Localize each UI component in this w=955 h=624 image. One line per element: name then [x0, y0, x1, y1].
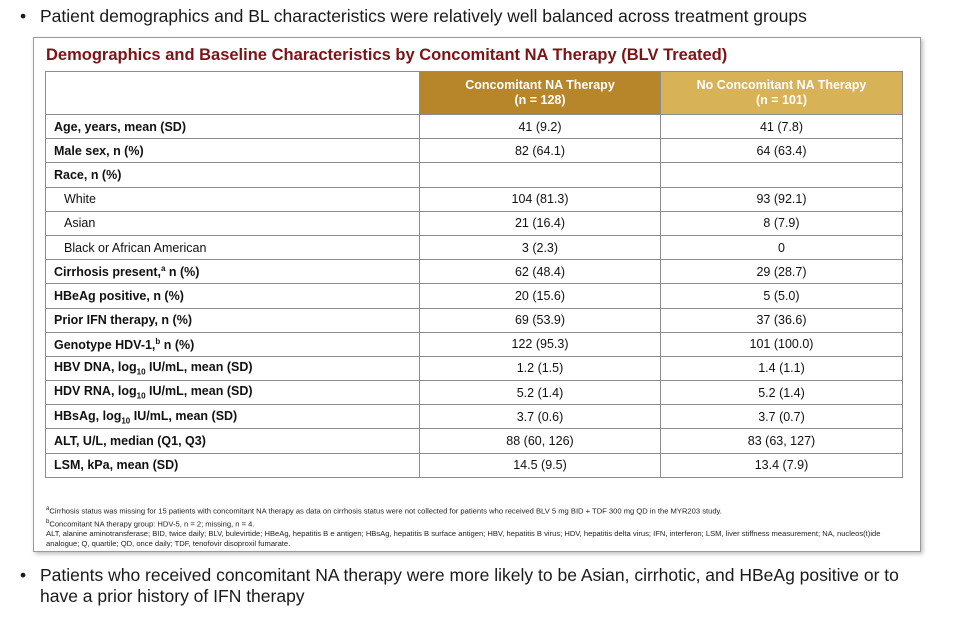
row-label-main: HDV RNA, log — [54, 384, 137, 399]
row-label-tail: IU/mL, mean (SD) — [145, 384, 253, 399]
cell-no-concomitant: 5.2 (1.4) — [661, 381, 903, 405]
footnote-a — [46, 504, 908, 517]
footnote-abbreviations: ALT, alanine aminotransferase; BID, twice daily; BLV, bulevirtide; HBeAg, hepatitis B e antigen; HBsAg, hepatitis B surface antigen; HBV, hepatitis B virus; HDV, hepatitis delta virus; IFN, interferon; LSM, liver stiffness measurement; NA, nucleos(t)ide analogue; Q, quartile; QD, once daily; TDF, tenofovir disoproxil fumarate. — [46, 529, 881, 549]
table-row — [46, 453, 903, 477]
row-label-tail: IU/mL, mean (SD) — [145, 360, 253, 375]
table-row — [46, 284, 903, 308]
row-label: White — [46, 187, 420, 211]
footnote-ref: b — [155, 336, 161, 346]
footnote-b-text: Concomitant NA therapy group: HDV-5, n = 2; missing, n = 4. — [49, 519, 255, 529]
footnote-b — [46, 517, 908, 530]
header-concomitant-na — [420, 72, 661, 115]
row-label: HBeAg positive, n (%) — [46, 284, 420, 308]
header-concomitant-na-name: Concomitant NA Therapy — [465, 78, 615, 92]
log-subscript: 10 — [136, 367, 146, 377]
row-label — [46, 356, 420, 380]
cell-concomitant: 104 (81.3) — [420, 187, 661, 211]
cell-no-concomitant: 3.7 (0.7) — [661, 405, 903, 429]
cell-concomitant: 3.7 (0.6) — [420, 405, 661, 429]
table-row — [46, 405, 903, 429]
table-row — [46, 163, 903, 187]
footnote-marker: a — [46, 506, 50, 512]
cell-concomitant — [420, 163, 661, 187]
table-row — [46, 356, 903, 380]
footnote-ref: a — [160, 264, 166, 274]
cell-concomitant: 14.5 (9.5) — [420, 453, 661, 477]
footnotes — [46, 504, 908, 549]
row-label: Prior IFN therapy, n (%) — [46, 308, 420, 332]
cell-no-concomitant: 101 (100.0) — [661, 332, 903, 356]
cell-no-concomitant: 37 (36.6) — [661, 308, 903, 332]
table-row — [46, 235, 903, 259]
cell-concomitant: 122 (95.3) — [420, 332, 661, 356]
table-title: Demographics and Baseline Characteristics by Concomitant NA Therapy (BLV Treated) — [46, 46, 728, 64]
cell-no-concomitant: 13.4 (7.9) — [661, 453, 903, 477]
bullet-bottom-text: Patients who received concomitant NA therapy were more likely to be Asian, cirrhotic, and HBeAg positive or to have a prior history of IFN therapy — [40, 565, 899, 606]
row-label: Asian — [46, 211, 420, 235]
cell-no-concomitant: 8 (7.9) — [661, 211, 903, 235]
bullet-marker: • — [20, 6, 27, 26]
table-row — [46, 260, 903, 284]
cell-concomitant: 62 (48.4) — [420, 260, 661, 284]
bullet-bottom — [20, 565, 920, 607]
row-label: ALT, U/L, median (Q1, Q3) — [46, 429, 420, 453]
cell-concomitant: 5.2 (1.4) — [420, 381, 661, 405]
bullet-top-text: Patient demographics and BL characteristics were relatively well balanced across treatment groups — [40, 6, 807, 26]
row-label-main: Cirrhosis present, — [54, 265, 161, 280]
table-row — [46, 381, 903, 405]
cell-concomitant: 88 (60, 126) — [420, 429, 661, 453]
table-row — [46, 115, 903, 139]
cell-no-concomitant — [661, 163, 903, 187]
row-label: Black or African American — [46, 235, 420, 259]
cell-concomitant: 69 (53.9) — [420, 308, 661, 332]
table-row — [46, 308, 903, 332]
row-label — [46, 332, 420, 356]
cell-concomitant: 20 (15.6) — [420, 284, 661, 308]
row-label: Male sex, n (%) — [46, 139, 420, 163]
row-label-tail: n (%) — [160, 337, 195, 352]
row-label — [46, 405, 420, 429]
header-no-concomitant-na-name: No Concomitant NA Therapy — [696, 78, 867, 92]
row-label-tail: IU/mL, mean (SD) — [130, 408, 238, 423]
row-label: Race, n (%) — [46, 163, 420, 187]
row-label: LSM, kPa, mean (SD) — [46, 453, 420, 477]
log-subscript: 10 — [136, 391, 146, 401]
header-concomitant-na-n: (n = 128) — [514, 93, 566, 107]
log-subscript: 10 — [121, 416, 131, 426]
cell-no-concomitant: 29 (28.7) — [661, 260, 903, 284]
table-row — [46, 187, 903, 211]
table-row — [46, 429, 903, 453]
footnote-marker: b — [46, 518, 50, 525]
cell-no-concomitant: 41 (7.8) — [661, 115, 903, 139]
row-label-main: HBV DNA, log — [54, 360, 137, 375]
cell-no-concomitant: 0 — [661, 235, 903, 259]
row-label — [46, 381, 420, 405]
cell-concomitant: 1.2 (1.5) — [420, 356, 661, 380]
cell-no-concomitant: 1.4 (1.1) — [661, 356, 903, 380]
bullet-marker: • — [20, 565, 27, 585]
header-no-concomitant-na-n: (n = 101) — [755, 93, 808, 107]
cell-no-concomitant: 5 (5.0) — [661, 284, 903, 308]
table-panel — [33, 37, 921, 552]
bullet-top — [20, 6, 940, 27]
table-header-row — [46, 72, 903, 115]
table-row — [46, 211, 903, 235]
cell-no-concomitant: 64 (63.4) — [661, 139, 903, 163]
cell-no-concomitant: 83 (63, 127) — [661, 429, 903, 453]
cell-concomitant: 21 (16.4) — [420, 211, 661, 235]
cell-concomitant: 41 (9.2) — [420, 115, 661, 139]
footnote-a-text: Cirrhosis status was missing for 15 patients with concomitant NA therapy as data on cirrhosis status were not collected for patients who received BLV 5 mg BID + TDF 300 mg QD in the MYR203 study. — [49, 506, 722, 516]
demographics-table — [45, 71, 903, 478]
table-row — [46, 332, 903, 356]
cell-concomitant: 82 (64.1) — [420, 139, 661, 163]
row-label — [46, 260, 420, 284]
cell-concomitant: 3 (2.3) — [420, 235, 661, 259]
row-label-main: Genotype HDV-1, — [54, 337, 156, 352]
header-no-concomitant-na — [661, 72, 903, 115]
row-label-main: HBsAg, log — [54, 408, 122, 423]
row-label-tail: n (%) — [165, 265, 200, 280]
row-label: Age, years, mean (SD) — [46, 115, 420, 139]
header-blank-cell — [46, 72, 420, 115]
cell-no-concomitant: 93 (92.1) — [661, 187, 903, 211]
table-row — [46, 139, 903, 163]
